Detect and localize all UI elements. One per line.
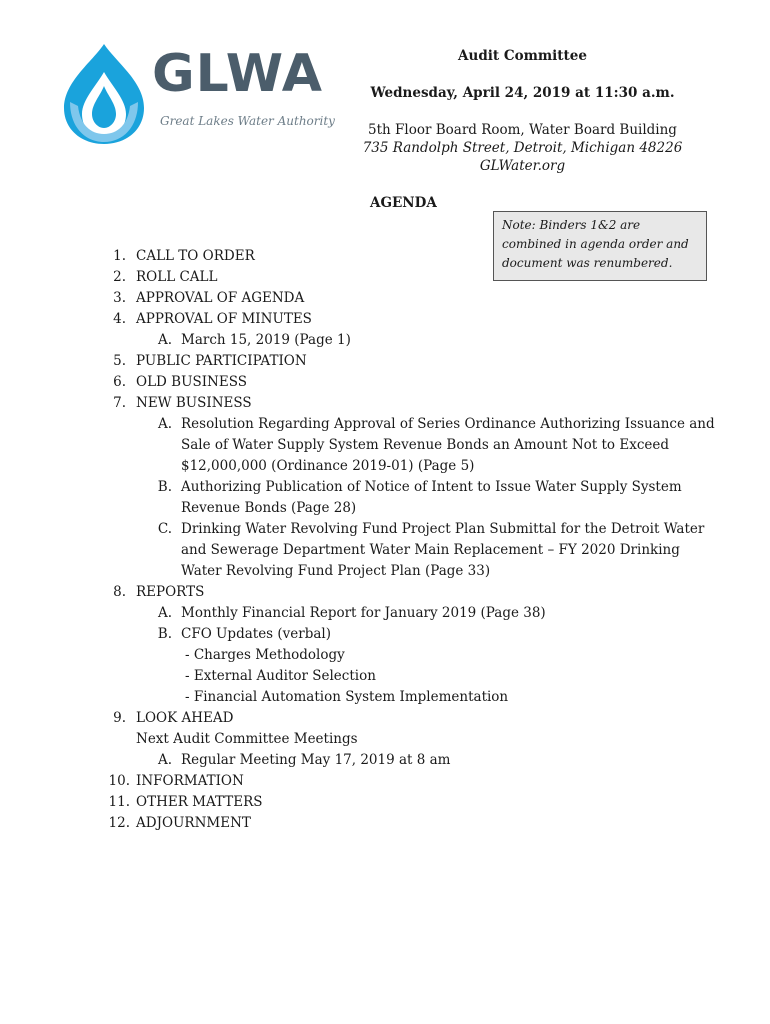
subitem-text-line1: Resolution Regarding Approval of Series Ordinance Authorizing Issuance and — [181, 416, 715, 432]
subitem-letter: B. — [157, 479, 172, 495]
item-text: CALL TO ORDER — [136, 248, 255, 264]
subitem-text: CFO Updates (verbal) — [181, 626, 332, 642]
item-text: APPROVAL OF MINUTES — [136, 311, 312, 327]
subitem-letter: A. — [157, 605, 172, 621]
item-number: 5. — [113, 353, 126, 369]
subitem-letter: C. — [157, 521, 172, 537]
subitem-text-line2: Sale of Water Supply System Revenue Bonds an Amount Not to Exceed — [181, 437, 670, 453]
water-drop-logo-icon — [56, 42, 152, 146]
item-text: OLD BUSINESS — [136, 374, 247, 390]
item-number: 10. — [108, 773, 130, 789]
item-number: 11. — [108, 794, 130, 810]
item-number: 8. — [113, 584, 126, 600]
subitem-letter: B. — [157, 626, 172, 642]
logo-wordmark: GLWA — [152, 44, 324, 104]
item-number: 6. — [113, 374, 126, 390]
item-text: ROLL CALL — [136, 269, 218, 285]
subitem-letter: A. — [157, 752, 172, 768]
item-text: INFORMATION — [136, 773, 244, 789]
subitem-text: March 15, 2019 (Page 1) — [181, 332, 351, 348]
bullet-text: - Financial Automation System Implementation — [185, 689, 509, 705]
item-text: PUBLIC PARTICIPATION — [136, 353, 307, 369]
subitem-text: Monthly Financial Report for January 2019 (Page 38) — [181, 605, 546, 621]
committee-title: Audit Committee — [458, 48, 587, 64]
item-number: 4. — [113, 311, 126, 327]
subheading-text: Next Audit Committee Meetings — [136, 731, 358, 747]
logo-subtitle: Great Lakes Water Authority — [160, 114, 335, 128]
subitem-text-line3: $12,000,000 (Ordinance 2019-01) (Page 5) — [181, 458, 475, 474]
location-line1: 5th Floor Board Room, Water Board Building — [368, 122, 677, 138]
item-number: 12. — [108, 815, 130, 831]
subitem-letter: A. — [157, 416, 172, 432]
glwa-logo — [56, 42, 336, 146]
item-number: 3. — [113, 290, 126, 306]
location-line2: 735 Randolph Street, Detroit, Michigan 48226 — [362, 140, 683, 156]
bullet-text: - Charges Methodology — [185, 647, 345, 663]
item-number: 2. — [113, 269, 126, 285]
bullet-text: - External Auditor Selection — [185, 668, 376, 684]
item-text: NEW BUSINESS — [136, 395, 252, 411]
meeting-date: Wednesday, April 24, 2019 at 11:30 a.m. — [370, 85, 675, 101]
subitem-text: Regular Meeting May 17, 2019 at 8 am — [181, 752, 451, 768]
website-link[interactable]: GLWater.org — [479, 158, 566, 174]
subitem-text-line3: Water Revolving Fund Project Plan (Page 33) — [181, 563, 491, 579]
item-text: REPORTS — [136, 584, 205, 600]
note-box: Note: Binders 1&2 are combined in agenda order and document was renumbered. — [493, 211, 707, 281]
item-text: OTHER MATTERS — [136, 794, 263, 810]
subitem-text-line1: Drinking Water Revolving Fund Project Plan Submittal for the Detroit Water — [181, 521, 705, 537]
item-number: 7. — [113, 395, 126, 411]
subitem-text-line2: Revenue Bonds (Page 28) — [181, 500, 357, 516]
agenda-heading: AGENDA — [370, 195, 437, 211]
meeting-location — [340, 121, 705, 175]
item-number: 1. — [113, 248, 126, 264]
subitem-letter: A. — [157, 332, 172, 348]
subitem-text-line2: and Sewerage Department Water Main Replacement – FY 2020 Drinking — [181, 542, 680, 558]
item-text: LOOK AHEAD — [136, 710, 234, 726]
item-number: 9. — [113, 710, 126, 726]
item-text: APPROVAL OF AGENDA — [136, 290, 305, 306]
subitem-text-line1: Authorizing Publication of Notice of Intent to Issue Water Supply System — [181, 479, 682, 495]
item-text: ADJOURNMENT — [136, 815, 251, 831]
